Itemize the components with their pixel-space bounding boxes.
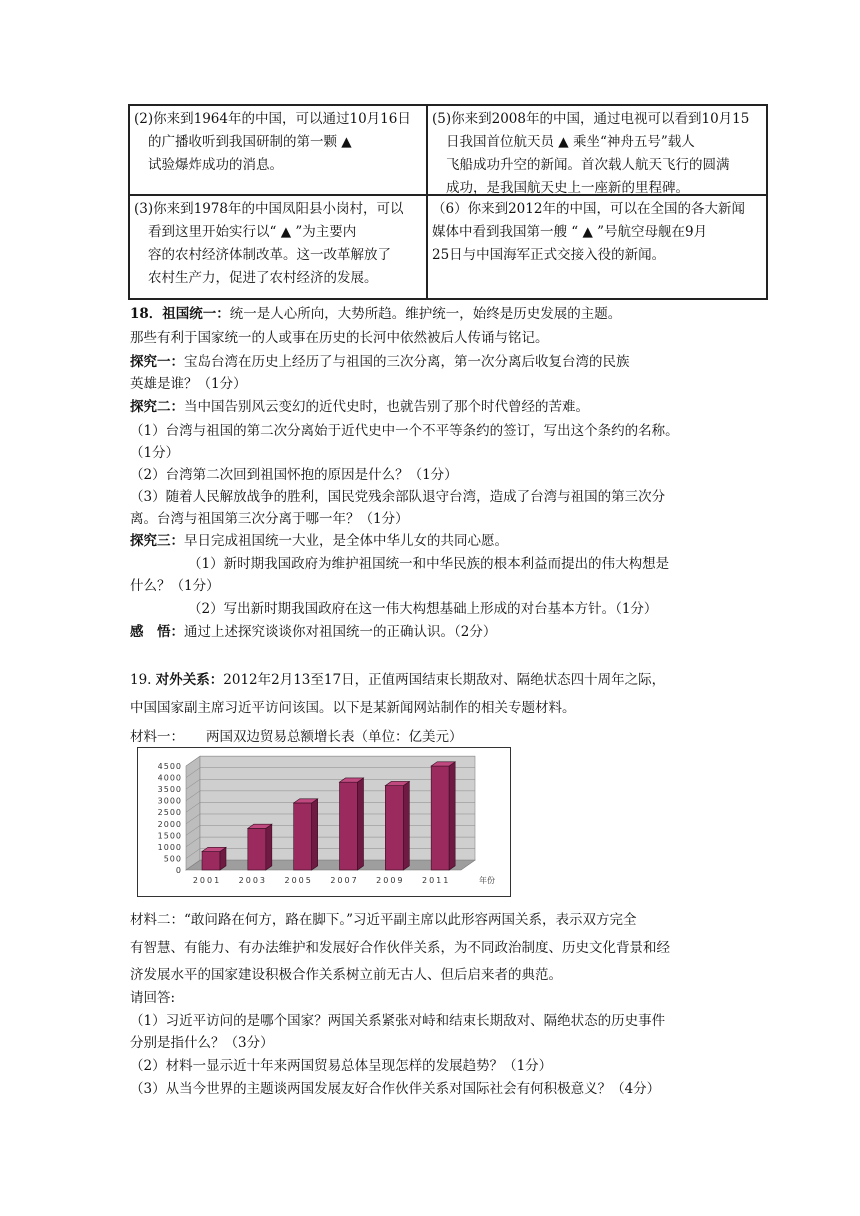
cell-2-line-3: 试验爆炸成功的消息。: [148, 157, 283, 173]
x-tick-label: 2011: [421, 876, 451, 885]
cell-5-line-3: 飞船成功升空的新闻。首次载人航天飞行的圆满: [446, 157, 730, 173]
q18-t2-line: [130, 397, 589, 417]
q19-m1-title: 两国双边贸易总额增长表（单位：亿美元）: [206, 729, 463, 745]
q18-ganwu-label: 感 悟：: [130, 624, 184, 640]
q18-t2-1b: （1分）: [130, 445, 180, 461]
q18-intro-line-2: 那些有利于国家统一的人或事在历史的长河中依然被后人传诵与铭记。: [130, 330, 549, 346]
q19-m2-line-2: 有智慧、有能力、有办法维护和发展好合作伙伴关系，为不同政治制度、历史文化背景和经: [130, 940, 670, 956]
y-tick-label: 4500: [157, 762, 182, 771]
q18-ganwu-text: 通过上述探究谈谈你对祖国统一的正确认识。（2分）: [184, 624, 497, 640]
q18-t2-text: 当中国告别风云变幻的近代史时，也就告别了那个时代曾经的苦难。: [184, 399, 589, 415]
cell-3-line-4: 农村生产力，促进了农村经济的发展。: [148, 270, 378, 286]
q19-ask: 请回答:: [130, 990, 176, 1006]
q19-m2-line-3: 济发展水平的国家建设积极合作关系树立前无古人、但后启来者的典范。: [130, 967, 562, 983]
q19-m1-label: 材料一：: [130, 729, 184, 745]
q19-a2: （2）材料一显示近十年来两国贸易总体呈现怎样的发展趋势？（1分）: [130, 1058, 553, 1074]
q18-t3-2: （2）写出新时期我国政府在这一伟大构想基础上形成的对台基本方针。（1分）: [188, 601, 658, 617]
chart-side-wall: [186, 756, 200, 870]
trade-bar-chart: [137, 747, 511, 897]
q18-t3-label: 探究三：: [130, 533, 184, 549]
q18-t1-label: 探究一：: [130, 354, 184, 370]
bar-side-2007: [358, 778, 364, 870]
trade-bar-chart-svg: [138, 748, 510, 896]
bar-2005: [294, 803, 312, 870]
bar-2003: [248, 828, 266, 870]
cell-6-line-2: 媒体中看到我国第一艘 “ ▲ ”号航空母舰在9月: [432, 224, 708, 240]
q18-intro-1: 统一是人心所向，大势所趋。维护统一，始终是历史发展的主题。: [229, 306, 622, 322]
table-cell-3: [128, 194, 428, 300]
cell-3-line-3: 容的农村经济体制改革。这一改革解放了: [148, 247, 391, 263]
q18-t2-3b: 离。台湾与祖国第三次分离于哪一年？（1分）: [130, 511, 409, 527]
q19-a1b: 分别是指什么？（3分）: [130, 1035, 274, 1051]
cell-6-line-3: 25日与中国海军正式交接入役的新闻。: [432, 247, 666, 263]
table-cell-5: [426, 104, 768, 196]
q19-intro-line-1: [130, 670, 665, 690]
bar-2001: [202, 852, 220, 870]
q19-intro-1: 2012年2月13至17日，正值两国结束长期敌对、隔绝状态四十周年之际，: [223, 672, 666, 688]
cell-3-line-2: 看到这里开始实行以“ ▲ ”为主要内: [148, 224, 357, 240]
q18-t2-1: （1）台湾与祖国的第二次分离始于近代史中一个不平等条约的签订，写出这个条约的名称。: [130, 423, 679, 439]
y-tick-label: 3500: [157, 785, 182, 795]
q18-t1-cont: 英雄是谁？（1分）: [130, 376, 247, 392]
bar-2007: [340, 782, 358, 870]
q18-t1-line: [130, 352, 630, 372]
y-tick-label: 4000: [157, 773, 182, 783]
q19-m1-line: [130, 727, 463, 747]
y-tick-label: 1500: [157, 831, 182, 841]
x-tick-label: 2003: [238, 876, 268, 885]
cell-2-line-1: (2)你来到1964年的中国，可以通过10月16日: [134, 111, 411, 127]
q19-intro-line-2: 中国国家副主席习近平访问该国。以下是某新闻网站制作的相关专题材料。: [130, 700, 576, 716]
y-tick-label: 2000: [157, 819, 182, 829]
cell-3-line-1: (3)你来到1978年的中国凤阳县小岗村，可以: [134, 201, 404, 217]
q19-a3: （3）从当今世界的主题谈两国发展友好合作伙伴关系对国际社会有何积极意义？（4分）: [130, 1081, 661, 1097]
q18-t2-3: （3）随着人民解放战争的胜利，国民党残余部队退守台湾，造成了台湾与祖国的第三次分: [130, 489, 666, 505]
cell-5-line-1: (5)你来到2008年的中国，通过电视可以看到10月15: [432, 111, 750, 127]
bar-2009: [385, 786, 403, 870]
q18-t2-label: 探究二：: [130, 399, 184, 415]
q18-t3-text: 早日完成祖国统一大业，是全体中华儿女的共同心愿。: [184, 533, 508, 549]
q18-ganwu-line: [130, 622, 496, 642]
q18-heading: 18．祖国统一：: [130, 306, 230, 322]
bar-side-2003: [266, 824, 272, 870]
q18-t1-text: 宝岛台湾在历史上经历了与祖国的三次分离，第一次分离后收复台湾的民族: [184, 354, 630, 370]
x-axis-label: 年份: [479, 876, 495, 885]
q18-t3-1: （1）新时期我国政府为维护祖国统一和中华民族的根本利益而提出的伟大构想是: [188, 556, 670, 572]
q19-m2-line-1: 材料二：“敢问路在何方，路在脚下。”习近平副主席以此形容两国关系，表示双方完全: [130, 912, 637, 928]
q18-intro-line-1: [130, 304, 621, 324]
question-table: [128, 104, 768, 300]
y-tick-label: 1000: [157, 842, 182, 852]
q19-heading: 对外关系：: [155, 672, 224, 688]
q19-heading-num: 19.: [130, 672, 156, 688]
table-cell-2: [128, 104, 428, 196]
cell-2-line-2: 的广播收听到我国研制的第一颗 ▲: [148, 134, 352, 150]
x-tick-label: 2007: [330, 876, 359, 885]
x-tick-label: 2009: [376, 876, 405, 885]
x-tick-label: 2005: [284, 876, 313, 885]
cell-6-line-1: （6）你来到2012年的中国，可以在全国的各大新闻: [432, 201, 745, 217]
q18-t3-1b: 什么？（1分）: [130, 578, 220, 594]
bar-side-2009: [403, 781, 409, 870]
y-tick-label: 500: [163, 854, 182, 864]
cell-5-line-4: 成功，是我国航天史上一座新的里程碑。: [446, 180, 689, 196]
bar-side-2011: [449, 762, 455, 870]
cell-5-line-2: 日我国首位航天员 ▲ 乘坐“神舟五号”载人: [446, 134, 695, 150]
q18-t3-line: [130, 531, 508, 551]
x-tick-label: 2001: [192, 876, 222, 885]
y-tick-label: 2500: [157, 808, 182, 818]
bar-side-2005: [312, 799, 318, 870]
q19-a1: （1）习近平访问的是哪个国家？两国关系紧张对峙和结束长期敌对、隔绝状态的历史事件: [130, 1013, 666, 1029]
table-cell-6: [426, 194, 768, 300]
q18-t2-2: （2）台湾第二次回到祖国怀抱的原因是什么？（1分）: [130, 467, 458, 483]
bar-2011: [431, 766, 449, 870]
y-tick-label: 3000: [157, 796, 182, 806]
y-tick-label: 0: [175, 866, 182, 875]
